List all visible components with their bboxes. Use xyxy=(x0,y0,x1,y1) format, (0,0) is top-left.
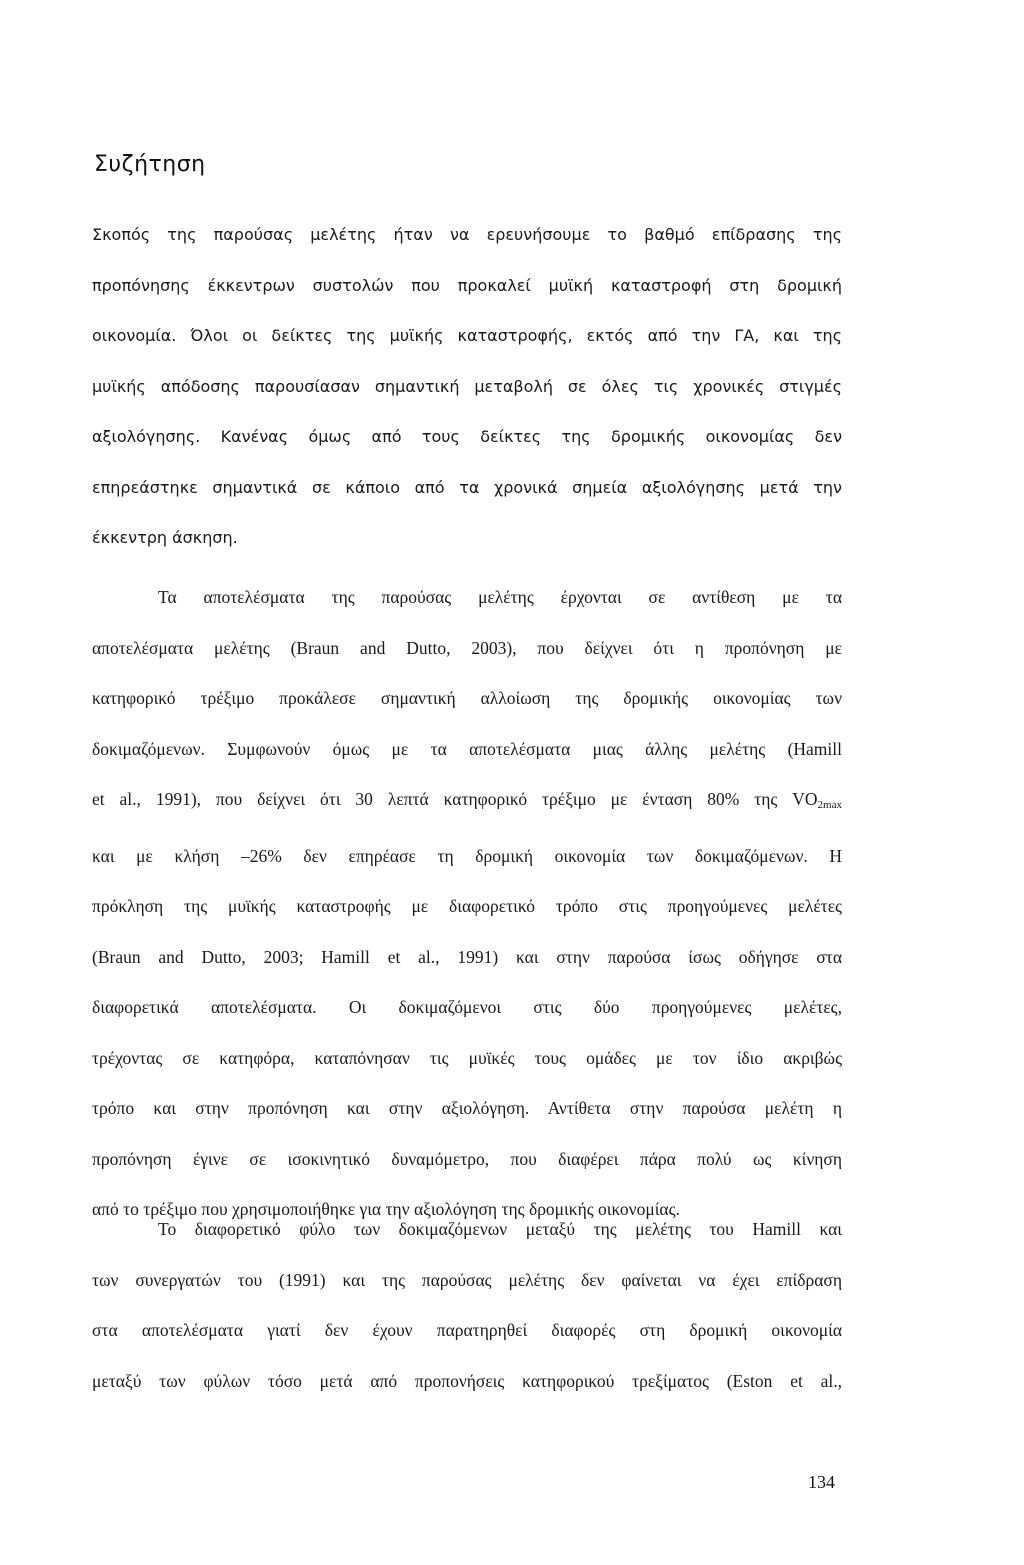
paragraph-3-line: στα αποτελέσματα γιατί δεν έχουν παρατηρηθεί διαφορές στη δρομική οικονομία xyxy=(92,1320,842,1340)
paragraph-2-line: και με κλήση –26% δεν επηρέασε τη δρομική οικονομία των δοκιμαζόμενων. Η xyxy=(92,845,842,866)
paragraph-1-line: προπόνησης έκκεντρων συστολών που προκαλεί μυϊκή καταστροφή στη δρομική xyxy=(92,275,842,295)
paragraph-2-line: δοκιμαζόμενων. Συμφωνούν όμως με τα αποτελέσματα μιας άλλης μελέτης (Hamill xyxy=(92,738,842,759)
paragraph-2-line: κατηφορικό τρέξιμο προκάλεσε σημαντική αλλοίωση της δρομικής οικονομίας των xyxy=(92,688,842,708)
paragraph-1-line: οικονομία. Όλοι οι δείκτες της μυϊκής καταστροφής, εκτός από την ΓΑ, και της xyxy=(92,326,842,345)
paragraph-2-line: πρόκληση της μυϊκής καταστροφής με διαφορετικό τρόπο στις προηγούμενες μελέτες xyxy=(92,896,842,916)
paragraph-3-line: Το διαφορετικό φύλο των δοκιμαζόμενων μεταξύ της μελέτης του Hamill και xyxy=(158,1219,842,1239)
paragraph-1-line: έκκεντρη άσκηση. xyxy=(92,528,238,547)
paragraph-3-line: μεταξύ των φύλων τόσο μετά από προπονήσεις κατηφορικού τρεξίματος (Eston et al., xyxy=(92,1370,842,1391)
paragraph-2-line: τρέχοντας σε κατηφόρα, καταπόνησαν τις μυϊκές τους ομάδες με τον ίδιο ακριβώς xyxy=(92,1047,842,1068)
paragraph-2-line: προπόνηση έγινε σε ισοκινητικό δυναμόμετρο, που διαφέρει πάρα πολύ ως κίνηση xyxy=(92,1148,842,1169)
paragraph-1-line: επηρεάστηκε σημαντικά σε κάποιο από τα χρονικά σημεία αξιολόγησης μετά την xyxy=(92,477,842,497)
paragraph-2-line: Τα αποτελέσματα της παρούσας μελέτης έρχονται σε αντίθεση με τα xyxy=(158,587,842,607)
paragraph-2-line: αποτελέσματα μελέτης (Braun and Dutto, 2003), που δείχνει ότι η προπόνηση με xyxy=(92,637,842,658)
paragraph-1 xyxy=(92,210,842,564)
vo2max-subscript: 2max xyxy=(817,799,842,811)
paragraph-1-line: Σκοπός της παρούσας μελέτης ήταν να ερευνήσουμε το βαθμό επίδρασης της xyxy=(92,225,842,244)
paragraph-2-line: (Braun and Dutto, 2003; Hamill et al., 1991) και στην παρούσα ίσως οδήγησε στα xyxy=(92,946,842,967)
paragraph-2-line-vo2max xyxy=(92,774,842,831)
section-heading: Συζήτηση xyxy=(94,152,206,177)
paragraph-2 xyxy=(92,572,842,1235)
paragraph-1-line: μυϊκής απόδοσης παρουσίασαν σημαντική μεταβολή σε όλες τις χρονικές στιγμές xyxy=(92,376,842,396)
paragraph-2-line: τρόπο και στην προπόνηση και στην αξιολόγηση. Αντίθετα στην παρούσα μελέτη η xyxy=(92,1098,842,1118)
paragraph-3-line: των συνεργατών του (1991) και της παρούσας μελέτης δεν φαίνεται να έχει επίδραση xyxy=(92,1269,842,1290)
paragraph-2-line: διαφορετικά αποτελέσματα. Οι δοκιμαζόμενοι στις δύο προηγούμενες μελέτες, xyxy=(92,997,842,1017)
paragraph-2-line-text: et al., 1991), που δείχνει ότι 30 λεπτά κατηφορικό τρέξιμο με ένταση 80% της VO xyxy=(92,789,818,809)
paragraph-1-line: αξιολόγησης. Κανένας όμως από τους δείκτες της δρομικής οικονομίας δεν xyxy=(92,427,842,446)
paragraph-3 xyxy=(92,1204,842,1406)
page-number: 134 xyxy=(808,1472,835,1492)
paragraph-2-line: από το τρέξιμο που χρησιμοποιήθηκε για την αξιολόγηση της δρομικής οικονομίας. xyxy=(92,1199,680,1219)
